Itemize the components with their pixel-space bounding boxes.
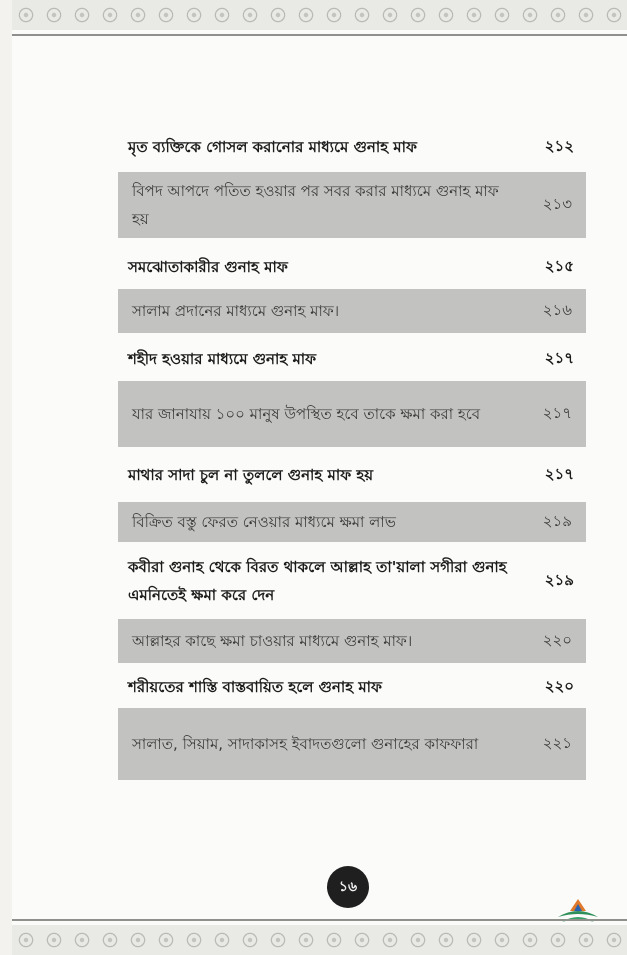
toc-entry-page: ২১৯ (544, 570, 574, 589)
toc-entry-page: ২১৯ (542, 511, 572, 530)
publisher-logo-icon (552, 893, 604, 929)
toc-entry-title: বিপদ আপদে পতিত হওয়ার পর সবর করার মাধ্যমে গুনাহ মাফ হয় (132, 182, 499, 228)
book-page (12, 0, 627, 955)
table-of-contents (12, 0, 627, 955)
page-number: ১৬ (338, 879, 358, 895)
toc-entry (118, 289, 586, 333)
toc-entry-title: সালাম প্রদানের মাধ্যমে গুনাহ মাফ। (132, 302, 340, 320)
toc-entry (118, 502, 586, 542)
toc-entry-title: শরীয়তের শাস্তি বাস্তবায়িত হলে গুনাহ মাফ (128, 678, 382, 696)
toc-entry-page: ২১৭ (544, 348, 574, 367)
bottom-rule (12, 919, 627, 921)
toc-entry-page: ২১২ (544, 136, 574, 155)
toc-entry-title: সমঝোতাকারীর গুনাহ মাফ (128, 258, 288, 276)
toc-entry (118, 708, 586, 780)
toc-entry-page: ২২০ (544, 676, 574, 695)
page-number-badge (327, 866, 369, 908)
toc-entry (118, 345, 586, 373)
toc-entry (118, 673, 586, 701)
toc-entry-title: মাথার সাদা চুল না তুললে গুনাহ মাফ হয় (128, 466, 374, 484)
toc-entry-title: কবীরা গুনাহ থেকে বিরত থাকলে আল্লাহ তা'য়ালা সগীরা গুনাহ এমনিতেই ক্ষমা করে দেন (128, 558, 507, 604)
toc-entry-title: মৃত ব্যক্তিকে গোসল করানোর মাধ্যমে গুনাহ মাফ (128, 138, 417, 156)
toc-entry-title: সালাত, সিয়াম, সাদাকাসহ ইবাদতগুলো গুনাহের কাফফারা (132, 735, 479, 753)
toc-entry (118, 172, 586, 238)
bottom-ornamental-border (12, 925, 627, 955)
toc-entry (118, 253, 586, 281)
toc-entry (118, 461, 586, 489)
toc-entry-title: শহীদ হওয়ার মাধ্যমে গুনাহ মাফ (128, 350, 317, 368)
toc-entry-title: বিক্রিত বস্তু ফেরত নেওয়ার মাধ্যমে ক্ষমা লাভ (132, 513, 396, 531)
toc-entry (118, 133, 586, 161)
toc-entry-page: ২২০ (542, 630, 572, 649)
toc-entry-page: ২১৭ (544, 464, 574, 483)
toc-entry-page: ২১৫ (544, 256, 574, 275)
toc-entry-page: ২১৭ (542, 403, 572, 422)
toc-entry-title: আল্লাহর কাছে ক্ষমা চাওয়ার মাধ্যমে গুনাহ মাফ। (132, 632, 413, 650)
toc-entry-page: ২২১ (542, 733, 572, 752)
toc-entry (118, 552, 586, 610)
toc-entry (118, 381, 586, 447)
toc-entry (118, 619, 586, 663)
toc-entry-title: যার জানাযায় ১০০ মানুষ উপস্থিত হবে তাকে ক্ষমা করা হবে (132, 405, 481, 423)
toc-entry-page: ২১৩ (542, 194, 572, 213)
toc-entry-page: ২১৬ (542, 300, 572, 319)
